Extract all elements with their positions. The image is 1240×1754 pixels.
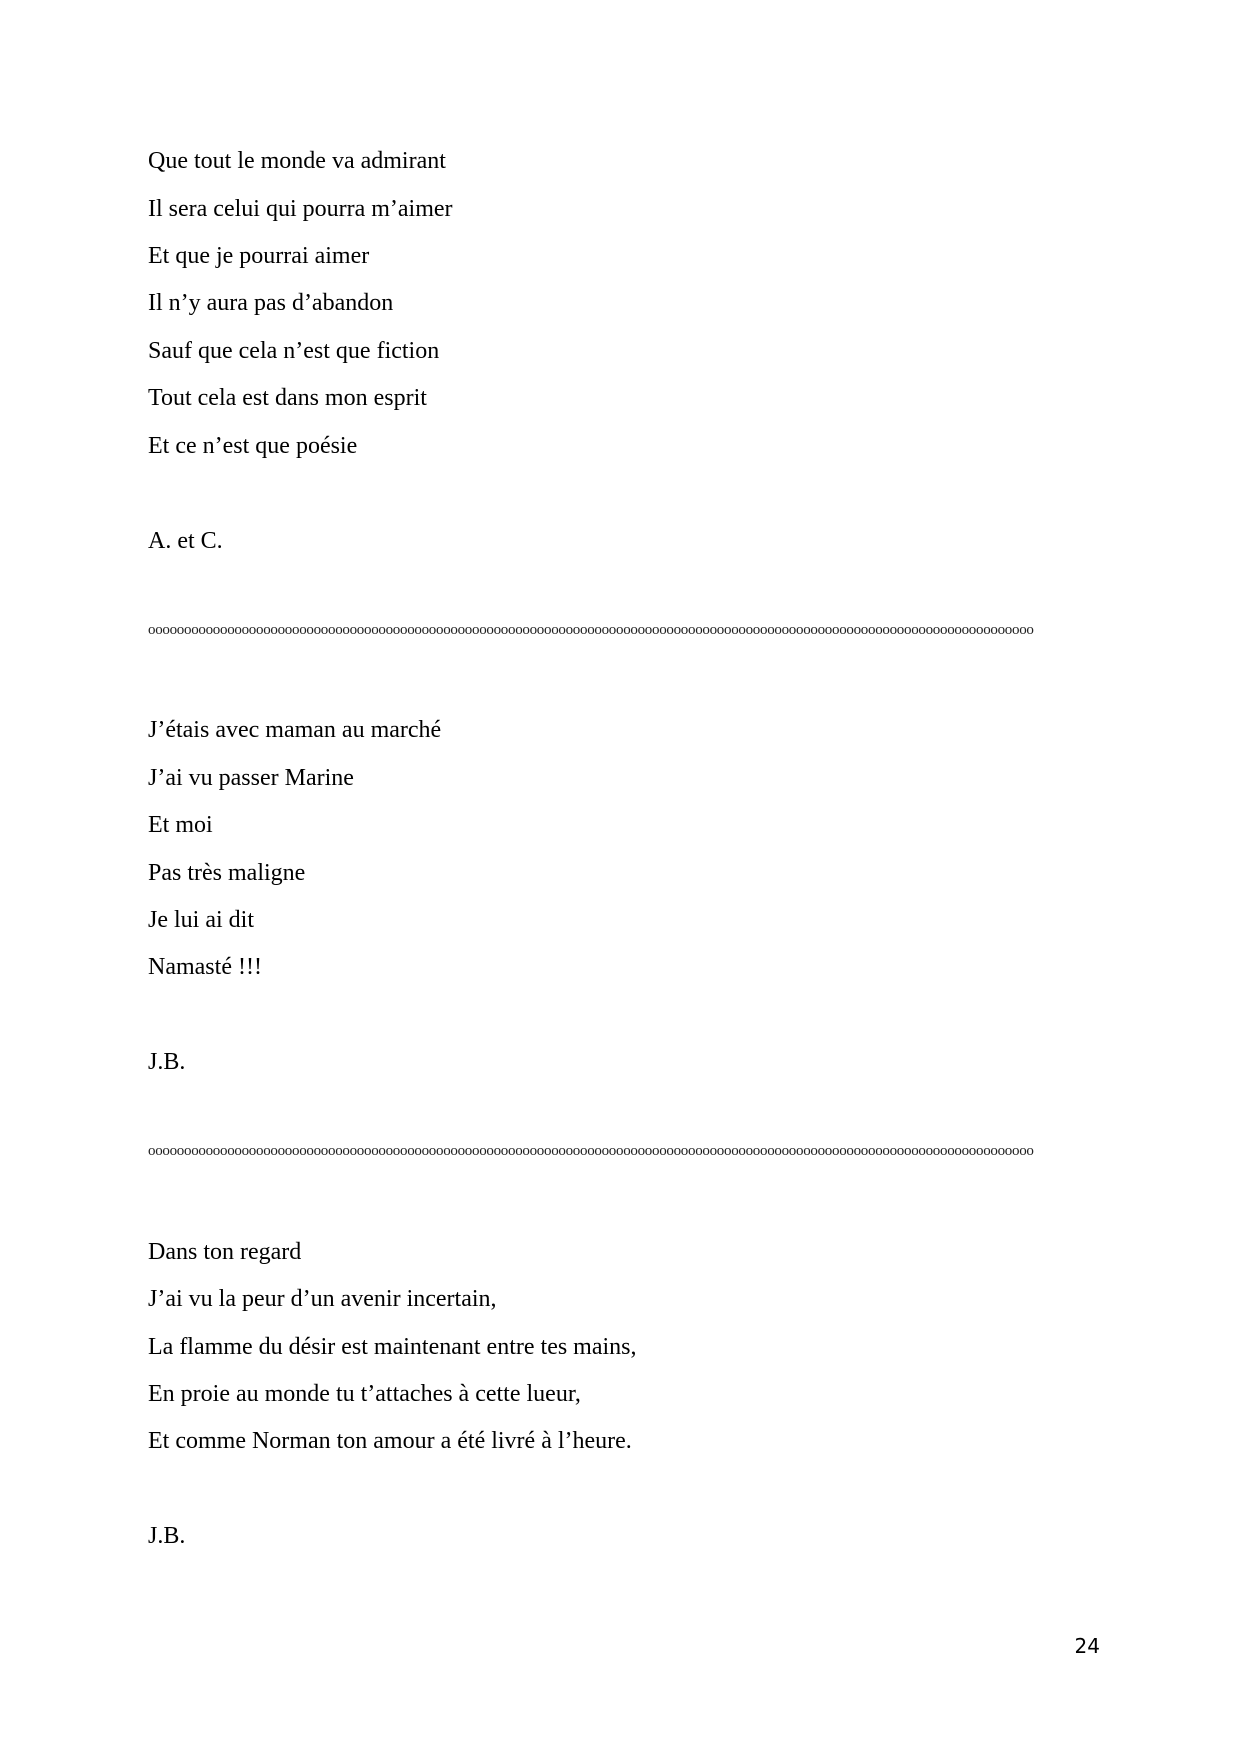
poem1-line: Il sera celui qui pourra m’aimer (148, 196, 453, 222)
poem1-signature: A. et C. (148, 528, 223, 554)
poem3-line: La flamme du désir est maintenant entre tes mains, (148, 1334, 637, 1360)
separator: ooooooooooooooooooooooooooooooooooooooooooooooooooooooooooooooooooooooooooooooooooooooooooooooooooooooooooooooooooooooooooo (148, 622, 1034, 638)
poem1-line: Et que je pourrai aimer (148, 243, 370, 269)
poem3-line: En proie au monde tu t’attaches à cette lueur, (148, 1381, 581, 1407)
poem1-line: Et ce n’est que poésie (148, 433, 358, 459)
poem2-line: Pas très maligne (148, 860, 306, 886)
poem2-line: Et moi (148, 812, 213, 838)
poem3-line: J’ai vu la peur d’un avenir incertain, (148, 1286, 497, 1312)
poem1-line: Que tout le monde va admirant (148, 148, 446, 174)
poem3-line: Et comme Norman ton amour a été livré à l’heure. (148, 1428, 632, 1454)
poem2-line: J’ai vu passer Marine (148, 765, 354, 791)
poem2-signature: J.B. (148, 1049, 186, 1075)
poem3-line: Dans ton regard (148, 1239, 302, 1265)
poem2-line: Je lui ai dit (148, 907, 254, 933)
poem2-line: J’étais avec maman au marché (148, 717, 442, 743)
poem2-line: Namasté !!! (148, 954, 262, 980)
separator: ooooooooooooooooooooooooooooooooooooooooooooooooooooooooooooooooooooooooooooooooooooooooooooooooooooooooooooooooooooooooooo (148, 1143, 1034, 1159)
poem3-signature: J.B. (148, 1523, 186, 1549)
page-number: 24 (1074, 1634, 1100, 1658)
poem1-line: Tout cela est dans mon esprit (148, 385, 427, 411)
poem1-line: Il n’y aura pas d’abandon (148, 290, 394, 316)
poem1-line: Sauf que cela n’est que fiction (148, 338, 440, 364)
